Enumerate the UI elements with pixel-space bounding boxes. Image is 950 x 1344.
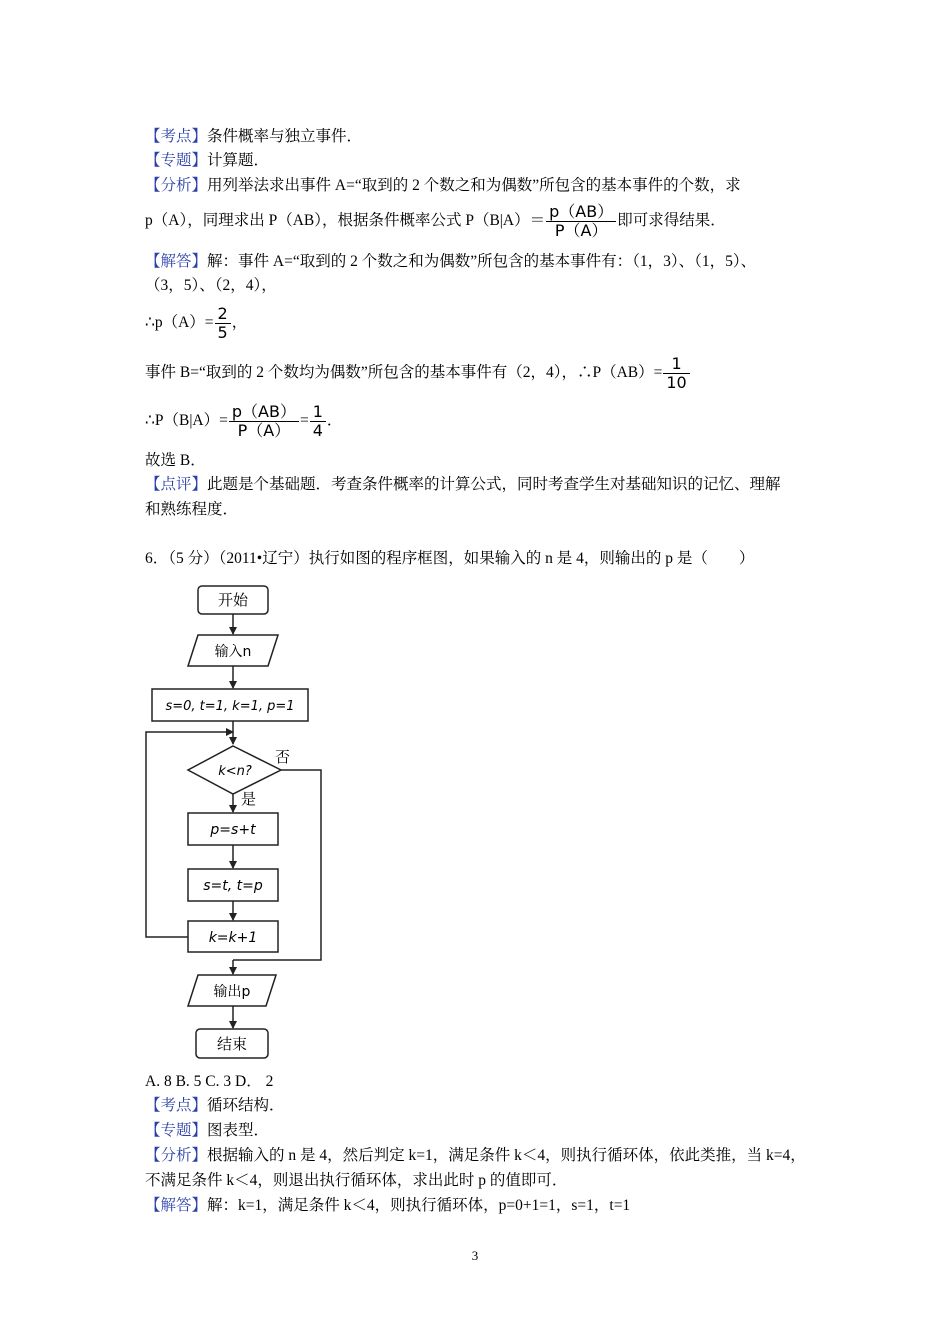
flow-step3-label: k=k+1	[208, 930, 258, 946]
pa-fraction	[215, 305, 231, 342]
flow-output-label: 输出p	[213, 984, 251, 1000]
pba-prefix: ∴P（B|A）=	[145, 412, 228, 430]
zhuanti-tag: 【专题】	[145, 152, 208, 169]
q5-fenxi-line2	[145, 203, 726, 240]
q5-jieda-line1	[145, 252, 756, 272]
fraction-denominator: 10	[666, 373, 687, 392]
q6-jieda-line1	[145, 1196, 630, 1216]
answer-text: 故选 B．	[145, 452, 206, 469]
q5-pa-line	[145, 305, 247, 342]
fenxi-text: 根据输入的 n 是 4，然后判定 k=1，满足条件 k＜4，则执行循环体，依此类推，当 k=4，	[207, 1147, 806, 1164]
q5-pba-line	[145, 403, 342, 440]
flow-step2-label: s=t, t=p	[203, 878, 263, 894]
flow-end-label: 结束	[216, 1035, 248, 1053]
jieda-line2: （3，5）、（2，4），	[145, 277, 277, 294]
q5-dianping-line1	[145, 475, 781, 495]
flow-decision-label: k<n?	[218, 764, 252, 779]
jieda-text: 解：事件 A=“取到的 2 个数之和为偶数”所包含的基本事件有：（1，3）、（1，5）、	[207, 253, 757, 270]
fraction-numerator: 1	[663, 355, 689, 374]
fraction-numerator: 1	[310, 403, 326, 422]
q6-zhuanti	[145, 1121, 269, 1141]
kaodian-tag: 【考点】	[145, 128, 208, 145]
flow-yes-label: 是	[241, 790, 257, 808]
q6-stem	[145, 549, 754, 569]
zhuanti-text: 计算题．	[207, 152, 270, 169]
fenxi-tag: 【分析】	[145, 1147, 208, 1164]
q6-stem-text: 6．（5 分）（2011•辽宁）执行如图的程序框图，如果输入的 n 是 4，则输出的 p 是（ ）	[145, 550, 755, 567]
dianping-text: 此题是个基础题．考查条件概率的计算公式，同时考查学生对基础知识的记忆、理解	[207, 476, 781, 493]
zhuanti-text: 图表型．	[207, 1122, 270, 1139]
dianping-tag: 【点评】	[145, 476, 208, 493]
q5-jieda-line2	[145, 276, 277, 296]
flow-step1-label: p=s+t	[210, 822, 256, 838]
fenxi-text: 用列举法求出事件 A=“取到的 2 个数之和为偶数”所包含的基本事件的个数，求	[207, 177, 741, 194]
fenxi-line2: 不满足条件 k＜4，则退出执行循环体，求出此时 p 的值即可．	[145, 1172, 568, 1189]
zhuanti-tag: 【专题】	[145, 1122, 208, 1139]
fraction-numerator: p（AB）	[229, 403, 299, 422]
kaodian-tag: 【考点】	[145, 1097, 208, 1114]
pba-result-fraction	[310, 403, 326, 440]
pba-fraction	[229, 403, 299, 440]
page-number: 3	[471, 1248, 479, 1263]
options-text: A. 8 B. 5 C. 3 D． 2	[145, 1073, 274, 1090]
fenxi-line2-b: 即可求得结果．	[617, 212, 726, 230]
fraction-denominator: P（A）	[237, 421, 291, 440]
q5-dianping-line2	[145, 500, 238, 520]
q6-options	[145, 1072, 273, 1092]
flow-input-label: 输入n	[214, 644, 252, 660]
flow-no-label: 否	[275, 748, 291, 766]
q6-fenxi-line1	[145, 1146, 806, 1166]
fraction-numerator: p（AB）	[546, 203, 616, 222]
pba-eq: =	[299, 412, 309, 430]
jieda-text: 解：k=1，满足条件 k＜4，则执行循环体，p=0+1=1，s=1，t=1	[207, 1197, 631, 1214]
flowchart	[140, 582, 340, 1064]
pab-fraction	[663, 355, 689, 392]
dianping-line2: 和熟练程度．	[145, 501, 239, 518]
q6-fenxi-line2	[145, 1171, 567, 1191]
flow-init-label: s=0, t=1, k=1, p=1	[165, 699, 295, 714]
jieda-tag: 【解答】	[145, 253, 208, 270]
q5-answer	[145, 451, 206, 471]
kaodian-text: 条件概率与独立事件．	[207, 128, 363, 145]
eventb-text: 事件 B=“取到的 2 个数均为偶数”所包含的基本事件有（2，4），∴P（AB）=	[145, 364, 663, 382]
fraction-denominator: P（A）	[554, 221, 608, 240]
q5-zhuanti	[145, 151, 269, 171]
q5-kaodian	[145, 127, 362, 147]
q5-fenxi-line1	[145, 176, 741, 196]
fenxi-line2-a: p（A），同理求出 P（AB），根据条件概率公式 P（B|A）＝	[145, 212, 546, 230]
pba-suffix: ．	[326, 412, 343, 430]
kaodian-text: 循环结构．	[207, 1097, 285, 1114]
q6-kaodian	[145, 1096, 285, 1116]
fenxi-tag: 【分析】	[145, 177, 208, 194]
pa-prefix: ∴p（A）=	[145, 314, 214, 332]
fenxi-fraction	[546, 203, 616, 240]
q5-eventb-line	[145, 355, 691, 392]
flow-start-label: 开始	[217, 591, 249, 609]
fraction-denominator: 5	[217, 323, 228, 342]
jieda-tag: 【解答】	[145, 1197, 208, 1214]
pa-suffix: ，	[231, 314, 248, 332]
fraction-denominator: 4	[312, 421, 323, 440]
fraction-numerator: 2	[215, 305, 231, 324]
